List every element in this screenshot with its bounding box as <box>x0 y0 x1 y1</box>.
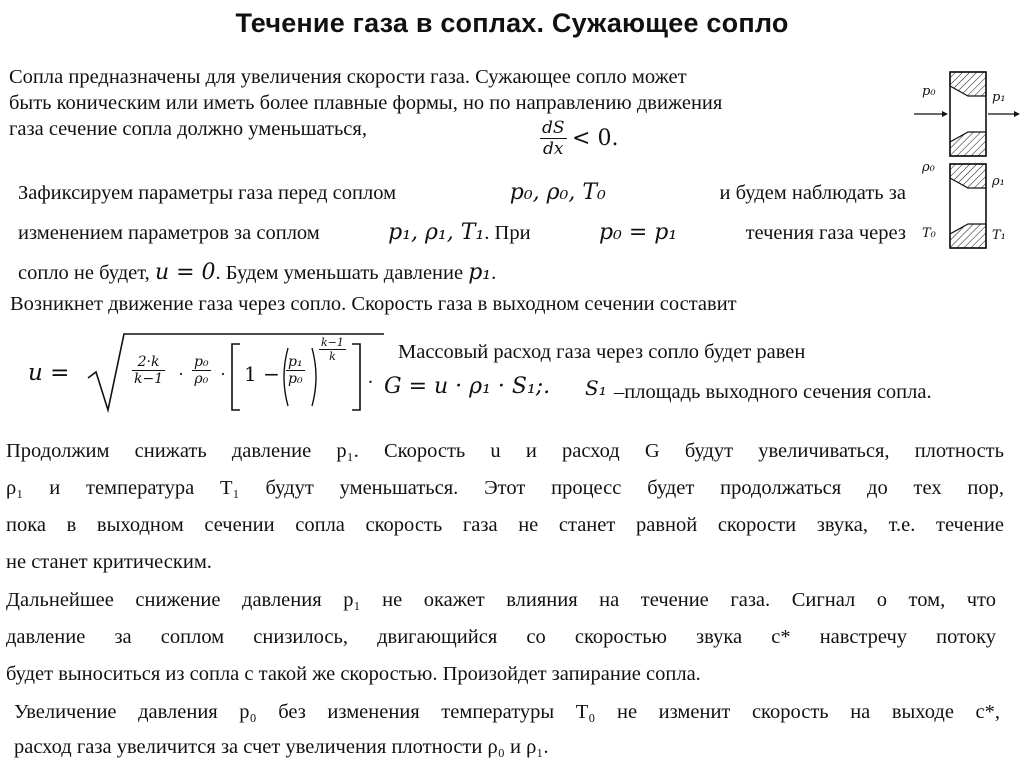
dx-denominator: dx <box>543 139 564 159</box>
lower-nozzle-bottom-wall <box>950 224 986 248</box>
further-line-2: давление за соплом снизилось, двигающийся со скоростью звука c* навстречу потоку <box>6 626 996 648</box>
further-line-3: будет выноситься из сопла с такой же скоростью. Произойдет запирание сопла. <box>6 663 701 685</box>
upper-nozzle-top-wall <box>950 72 986 96</box>
fraction-2k <box>132 354 165 387</box>
fix-vars-0: p₀, ρ₀, T₀ <box>509 180 606 205</box>
bracket-inner: 1 − <box>244 362 280 386</box>
label-p1: p₁ <box>992 90 1006 105</box>
exp-num: k−1 <box>321 336 344 349</box>
continue-line-2: ρ₁ и температура T₁ будут уменьшаться. Этот процесс будет продолжаться до тех пор, <box>6 477 1004 499</box>
area-condition <box>540 118 618 159</box>
fix-text-1a: Зафиксируем параметры газа перед соплом <box>18 182 397 204</box>
label-t1: T₁ <box>992 228 1006 243</box>
fix-line-2 <box>18 213 906 253</box>
continue-line-4: не станет критическим. <box>6 551 212 573</box>
fix-p1: p₁ <box>468 260 492 285</box>
fix-line-1 <box>18 173 906 213</box>
fix-text-2c: течения газа через <box>745 222 906 244</box>
continue-line-1: Продолжим снижать давление p₁. Скорость u и расход G будут увеличиваться, плотность <box>6 440 1004 462</box>
exp-den: k <box>329 350 336 363</box>
condition-relation: < 0. <box>572 126 619 151</box>
fix-line-3 <box>18 253 906 293</box>
exponent-fraction <box>319 336 346 363</box>
continue-paragraph <box>6 433 1004 581</box>
label-t0: T₀ <box>922 226 936 241</box>
fraction-p0-rho0 <box>192 354 211 387</box>
right-bracket <box>350 342 364 412</box>
fraction-p1-p0 <box>286 354 305 387</box>
increase-paragraph <box>14 695 1000 765</box>
s1-variable: S₁ <box>585 376 607 400</box>
left-bracket <box>228 342 242 412</box>
fix-text-2b: . При <box>484 222 531 244</box>
fix-paragraph <box>18 173 906 293</box>
intro-line-3: газа сечение сопла должно уменьшаться, <box>9 118 367 140</box>
mass-flow-formula: G = u · ρ₁ · S₁;. <box>384 374 551 399</box>
f3-den: p₀ <box>288 371 303 387</box>
fix-text-2a: изменением параметров за соплом <box>18 222 320 244</box>
flow-line: Возникнет движение газа через сопло. Скорость газа в выходном сечении составит <box>10 293 737 315</box>
velocity-lhs: u = <box>28 360 70 386</box>
formula-tail: . <box>368 366 373 388</box>
fix-equality: p₀ = p₁ <box>598 220 678 245</box>
f2-den: ρ₀ <box>194 371 209 387</box>
fix-text-1b: и будем наблюдать за <box>719 182 906 204</box>
f1-den: k−1 <box>134 371 164 387</box>
f2-num: p₀ <box>194 354 209 370</box>
continue-line-3: пока в выходном сечении сопла скорость газа не станет равной скорости звука, т.е. течение <box>6 514 1004 536</box>
velocity-formula <box>28 330 388 414</box>
further-line-1: Дальнейшее снижение давления p₁ не окажет влияния на течение газа. Сигнал о том, что <box>6 589 996 611</box>
fix-vars-1: p₁, ρ₁, T₁ <box>388 220 485 245</box>
s1-description: –площадь выходного сечения сопла. <box>614 381 932 403</box>
label-rho1: ρ₁ <box>992 174 1005 189</box>
increase-line-2: расход газа увеличится за счет увеличения плотности ρ₀ и ρ₁. <box>14 736 549 758</box>
label-p0: p₀ <box>922 84 936 99</box>
inlet-arrowhead <box>942 111 948 117</box>
ds-numerator: dS <box>542 118 565 138</box>
fix-text-3c: . <box>491 262 497 284</box>
increase-line-1: Увеличение давления p₀ без изменения температуры T₀ не изменит скорость на выходе c*, <box>14 701 1000 723</box>
fix-u-zero: u = 0 <box>154 260 216 285</box>
upper-nozzle-bottom-wall <box>950 132 986 156</box>
label-rho0: ρ₀ <box>922 160 935 175</box>
dot-2: · <box>220 364 226 384</box>
lower-nozzle-top-wall <box>950 164 986 188</box>
intro-line-2: быть коническим или иметь более плавные формы, но по направлению движения <box>9 92 723 114</box>
f1-num: 2·k <box>132 354 165 371</box>
ds-dx-fraction <box>540 118 567 159</box>
outlet-arrowhead <box>1014 111 1020 117</box>
page-title: Течение газа в соплах. Сужающее сопло <box>235 8 789 38</box>
f3-num: p₁ <box>288 354 303 370</box>
mass-flow-label: Массовый расход газа через сопло будет равен <box>398 341 806 363</box>
intro-line-1: Сопла предназначены для увеличения скорости газа. Сужающее сопло может <box>9 66 687 88</box>
fix-text-3a: сопло не будет, <box>18 262 150 284</box>
fix-text-3b: . Будем уменьшать давление <box>215 262 464 284</box>
further-paragraph <box>6 582 996 693</box>
dot-1: · <box>178 364 184 384</box>
